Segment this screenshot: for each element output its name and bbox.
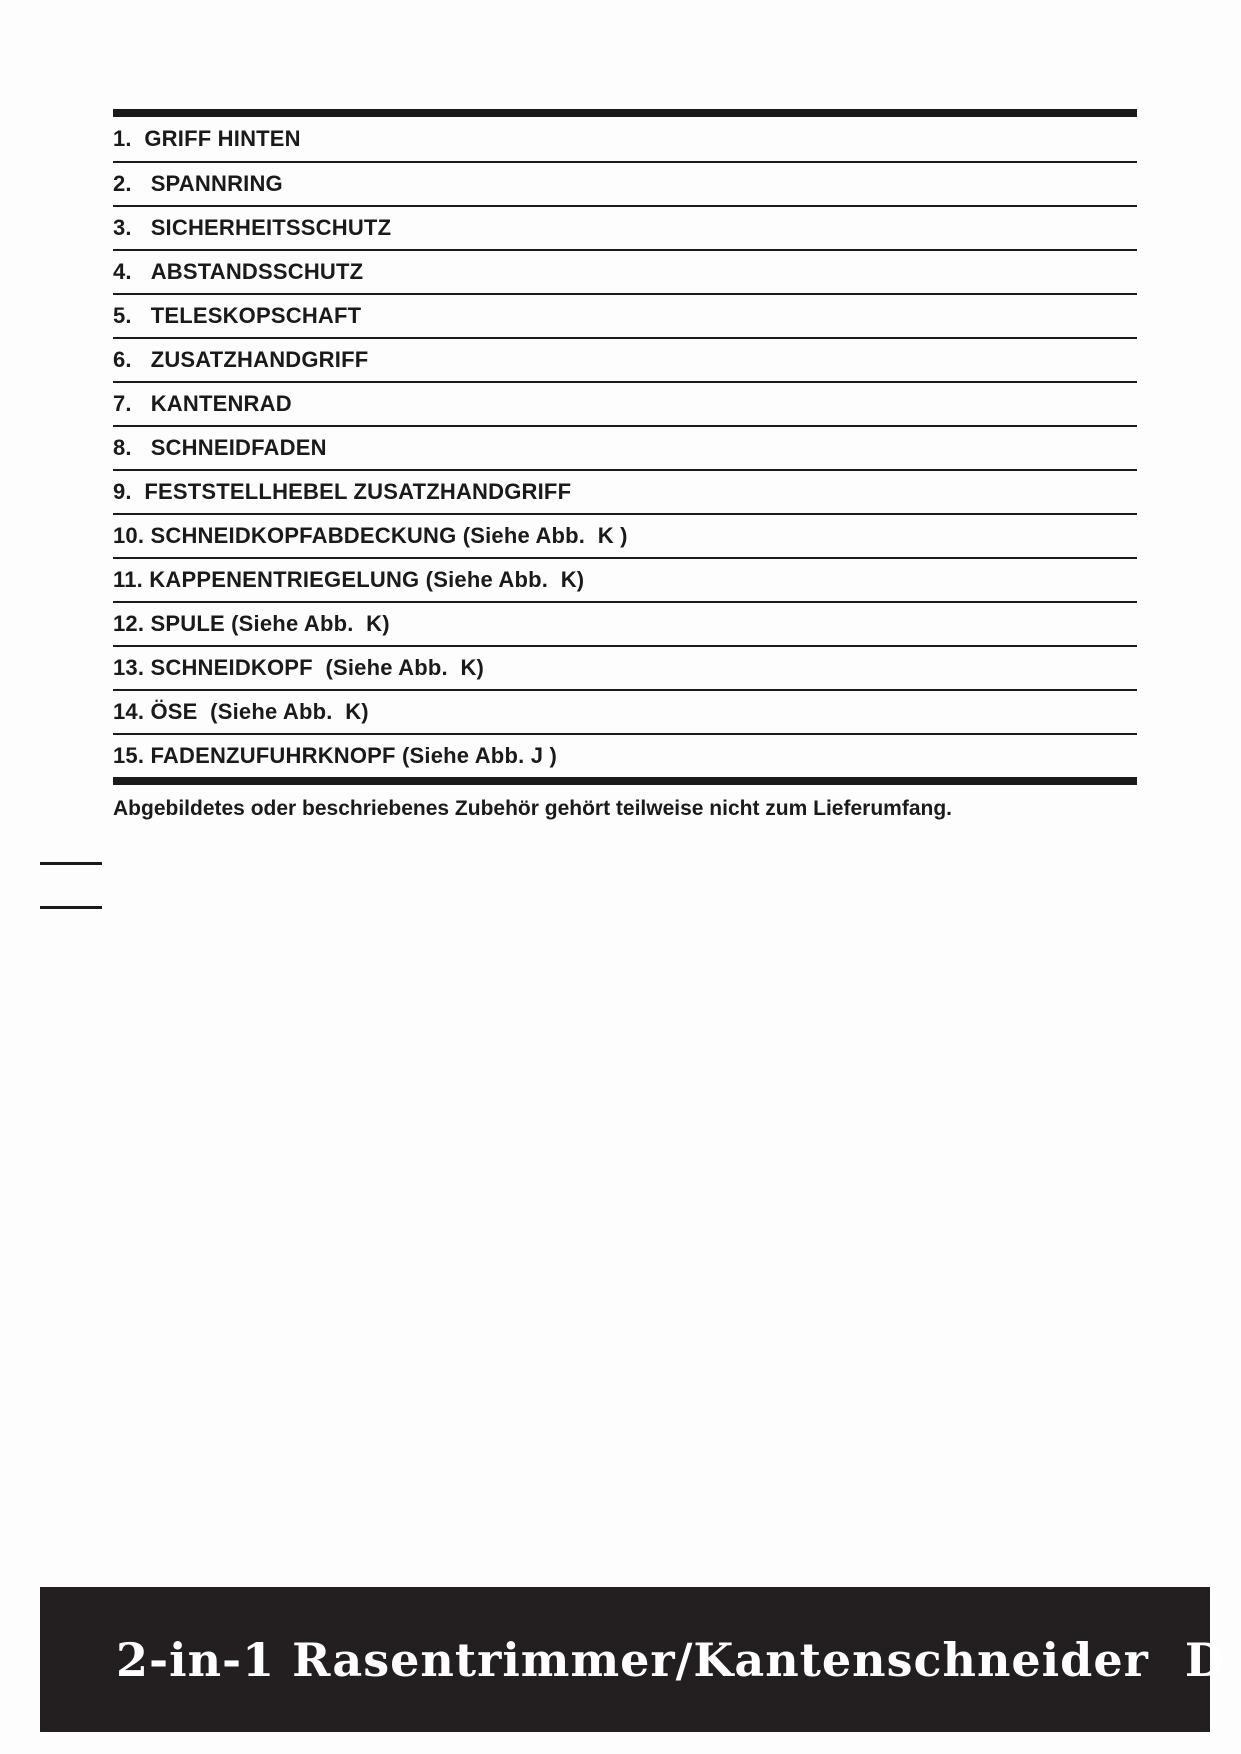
margin-rule [40,862,102,865]
item-number: 11. [113,567,150,592]
margin-rule [40,906,102,909]
item-number: 12. [113,611,151,636]
item-label: FADENZUFUHRKNOPF (Siehe Abb. J ) [150,743,557,768]
item-label: GRIFF HINTEN [144,126,301,151]
item-number: 7. [113,391,151,416]
item-label: KAPPENENTRIEGELUNG (Siehe Abb. K) [149,567,585,592]
item-number: 2. [113,171,151,196]
item-number: 1. [113,126,145,151]
parts-list-item-14 [113,689,1137,733]
product-title: 2-in-1 Rasentrimmer/Kantenschneider [116,1632,1149,1687]
item-number: 15. [113,743,151,768]
item-number: 14. [113,699,151,724]
item-label: ÖSE (Siehe Abb. K) [150,699,369,724]
parts-list-item-3 [113,205,1137,249]
item-number: 9. [113,479,145,504]
parts-list-item-6 [113,337,1137,381]
item-label: SPULE (Siehe Abb. K) [150,611,390,636]
parts-list-item-5 [113,293,1137,337]
item-number: 13. [113,655,151,680]
item-number: 8. [113,435,151,460]
parts-list-item-10 [113,513,1137,557]
parts-list-item-15 [113,733,1137,777]
item-number: 6. [113,347,151,372]
item-label: SPANNRING [150,171,283,196]
item-label: ABSTANDSSCHUTZ [150,259,364,284]
item-label: SCHNEIDKOPF (Siehe Abb. K) [150,655,485,680]
parts-list-item-9 [113,469,1137,513]
item-label: FESTSTELLHEBEL ZUSATZHANDGRIFF [144,479,572,504]
item-label: SCHNEIDKOPFABDECKUNG (Siehe Abb. K ) [150,523,628,548]
language-code: D [1184,1632,1225,1687]
item-label: KANTENRAD [150,391,292,416]
item-label: TELESKOPSCHAFT [150,303,362,328]
parts-list-item-4 [113,249,1137,293]
accessories-note: Abgebildetes oder beschriebenes Zubehör gehört teilweise nicht zum Lieferumfang. [113,797,952,820]
item-label: ZUSATZHANDGRIFF [150,347,369,372]
parts-list-item-11 [113,557,1137,601]
parts-list [113,109,1137,785]
footer-banner [40,1587,1225,1732]
parts-list-item-8 [113,425,1137,469]
item-number: 4. [113,259,151,284]
item-label: SICHERHEITSSCHUTZ [150,215,392,240]
parts-list-item-12 [113,601,1137,645]
parts-list-item-7 [113,381,1137,425]
item-number: 10. [113,523,151,548]
parts-list-item-2 [113,161,1137,205]
item-label: SCHNEIDFADEN [150,435,327,460]
parts-list-item-1 [113,117,1137,161]
item-number: 5. [113,303,151,328]
parts-list-item-13 [113,645,1137,689]
item-number: 3. [113,215,151,240]
